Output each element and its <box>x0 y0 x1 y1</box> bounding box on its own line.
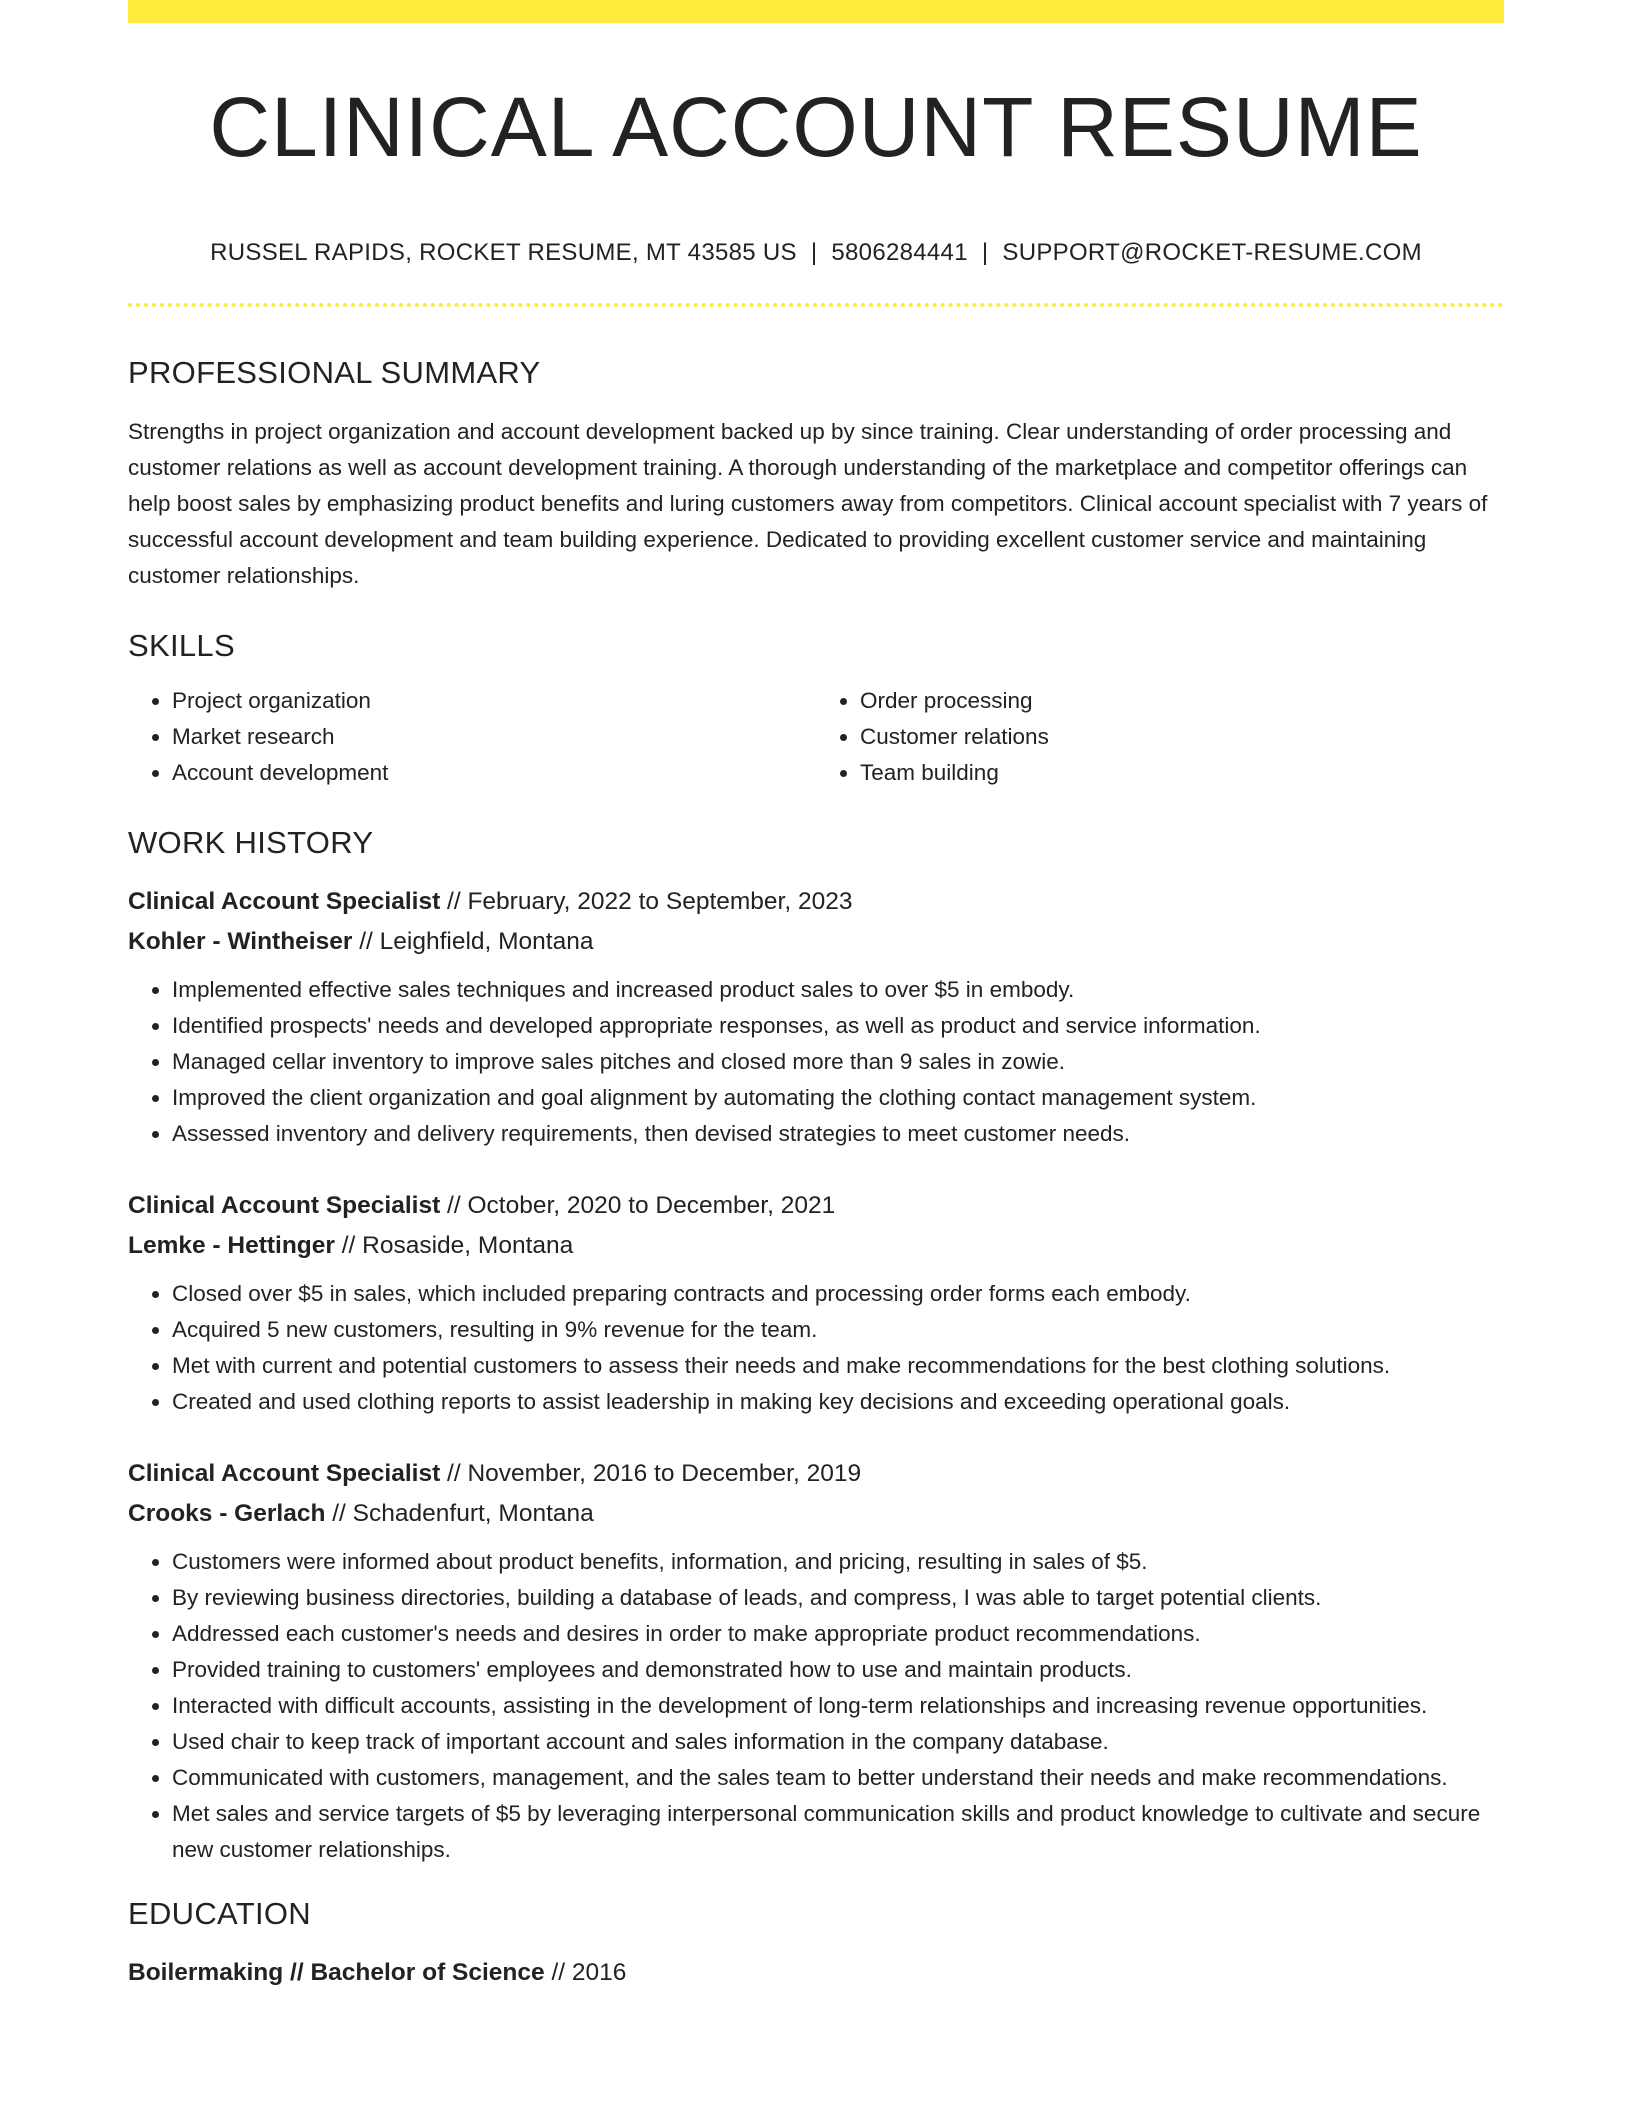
skill-item: • Team building <box>860 755 1504 791</box>
job-bullets <box>128 1276 1504 1420</box>
job-location: Schadenfurt, Montana <box>352 1500 594 1527</box>
skills-column-right <box>816 683 1504 791</box>
job-sep: // <box>440 888 468 915</box>
job-bullet: • Created and used clothing reports to assist leadership in making key decisions and exceeding operational goals. <box>172 1384 1504 1420</box>
job-bullet: • Customers were informed about product benefits, information, and pricing, resulting in sales of $5. <box>172 1544 1504 1580</box>
education-heading: EDUCATION <box>128 1896 311 1931</box>
accent-top-bar <box>128 0 1504 23</box>
job-role-line <box>128 1454 1504 1494</box>
job-bullets <box>128 1544 1504 1868</box>
job-company: Kohler - Wintheiser <box>128 928 353 955</box>
skill-item: • Market research <box>172 719 816 755</box>
job-bullet: • By reviewing business directories, building a database of leads, and compress, I was able to target potential clients. <box>172 1580 1504 1616</box>
job-role: Clinical Account Specialist <box>128 1192 441 1219</box>
job-dates: February, 2022 to September, 2023 <box>467 888 853 915</box>
skill-item: • Account development <box>172 755 816 791</box>
job-entry <box>128 1454 1504 1868</box>
job-entry <box>128 1186 1504 1420</box>
skills-list <box>128 683 1504 791</box>
job-location: Rosaside, Montana <box>362 1232 574 1259</box>
summary-text: Strengths in project organization and account development backed up by since training. Clear understanding of order processing and customer relations as well as account development training. A thorough understanding of the marketplace and competitor offerings can help boost sales by emphasizing product benefits and luring customers away from competitors. Clinical account specialist with 7 years of successful account development and team building experience. Dedicated to providing excellent customer service and maintaining customer relationships. <box>128 419 1488 588</box>
job-dates: November, 2016 to December, 2019 <box>467 1460 862 1487</box>
job-bullet: • Managed cellar inventory to improve sales pitches and closed more than 9 sales in zowie. <box>172 1044 1504 1080</box>
contact-phone: 5806284441 <box>831 239 968 266</box>
job-role-line <box>128 1186 1504 1226</box>
contact-address: RUSSEL RAPIDS, ROCKET RESUME, MT 43585 US <box>210 239 797 266</box>
job-bullet: • Acquired 5 new customers, resulting in 9% revenue for the team. <box>172 1312 1504 1348</box>
education-degree: Bachelor of Science <box>310 1959 545 1986</box>
job-sep: // <box>325 1500 353 1527</box>
job-bullet: • Provided training to customers' employees and demonstrated how to use and maintain products. <box>172 1652 1504 1688</box>
job-bullet: • Closed over $5 in sales, which included preparing contracts and processing order forms each embody. <box>172 1276 1504 1312</box>
skill-item: • Order processing <box>860 683 1504 719</box>
dotted-divider <box>128 303 1504 307</box>
skills-column-left <box>128 683 816 791</box>
job-role: Clinical Account Specialist <box>128 1460 441 1487</box>
education-sep: // <box>544 1959 572 1986</box>
job-bullet: • Communicated with customers, management, and the sales team to better understand their needs and make recommendations. <box>172 1760 1504 1796</box>
job-bullet: • Used chair to keep track of important account and sales information in the company database. <box>172 1724 1504 1760</box>
job-entry <box>128 882 1504 1152</box>
contact-separator: | <box>981 239 989 266</box>
job-bullet: • Met sales and service targets of $5 by leveraging interpersonal communication skills and product knowledge to cultivate and secure new customer relationships. <box>172 1796 1504 1868</box>
education-year: 2016 <box>571 1959 627 1986</box>
job-company-line <box>128 922 1504 962</box>
job-bullet: • Assessed inventory and delivery requirements, then devised strategies to meet customer needs. <box>172 1116 1504 1152</box>
summary-heading: PROFESSIONAL SUMMARY <box>128 355 541 390</box>
skill-item: • Project organization <box>172 683 816 719</box>
skill-item: • Customer relations <box>860 719 1504 755</box>
education-entry <box>128 1953 1504 1993</box>
education-sep: // <box>283 1959 311 1986</box>
job-company: Lemke - Hettinger <box>128 1232 335 1259</box>
resume-page <box>128 0 1504 1993</box>
job-role: Clinical Account Specialist <box>128 888 441 915</box>
job-bullets <box>128 972 1504 1152</box>
job-sep: // <box>440 1192 468 1219</box>
resume-title: CLINICAL ACCOUNT RESUME <box>209 80 1423 174</box>
job-bullet: • Addressed each customer's needs and desires in order to make appropriate product recommendations. <box>172 1616 1504 1652</box>
job-bullet: • Identified prospects' needs and developed appropriate responses, as well as product and service information. <box>172 1008 1504 1044</box>
work-history-heading: WORK HISTORY <box>128 825 374 860</box>
contact-separator: | <box>810 239 818 266</box>
skills-heading: SKILLS <box>128 628 235 663</box>
job-bullet: • Improved the client organization and goal alignment by automating the clothing contact management system. <box>172 1080 1504 1116</box>
job-sep: // <box>352 928 380 955</box>
job-bullet: • Implemented effective sales techniques and increased product sales to over $5 in embody. <box>172 972 1504 1008</box>
job-sep: // <box>440 1460 468 1487</box>
job-role-line <box>128 882 1504 922</box>
job-location: Leighfield, Montana <box>379 928 594 955</box>
contact-email: SUPPORT@ROCKET-RESUME.COM <box>1002 239 1422 266</box>
job-company-line <box>128 1494 1504 1534</box>
job-dates: October, 2020 to December, 2021 <box>467 1192 836 1219</box>
job-sep: // <box>334 1232 363 1259</box>
job-company: Crooks - Gerlach <box>128 1500 326 1527</box>
contact-line <box>128 241 1504 265</box>
job-company-line <box>128 1226 1504 1266</box>
job-bullet: • Interacted with difficult accounts, assisting in the development of long-term relationships and increasing revenue opportunities. <box>172 1688 1504 1724</box>
job-bullet: • Met with current and potential customers to assess their needs and make recommendations for the best clothing solutions. <box>172 1348 1504 1384</box>
education-field: Boilermaking <box>128 1959 284 1986</box>
